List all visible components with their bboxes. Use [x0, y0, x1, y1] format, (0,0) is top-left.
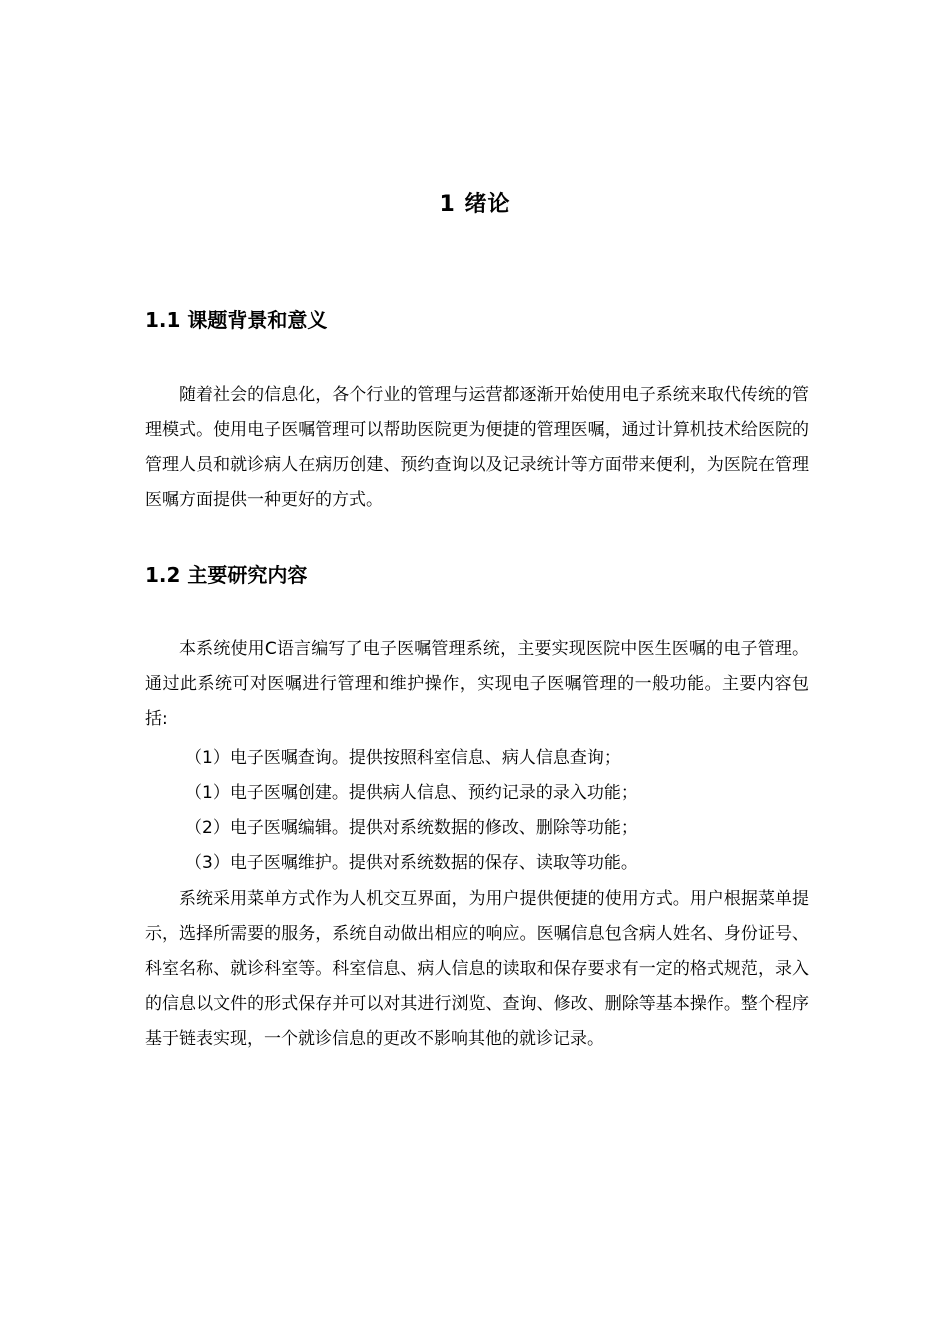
- list-item: （1）电子医嘱查询。提供按照科室信息、病人信息查询；: [185, 748, 621, 768]
- chapter-title: 1 绪论: [439, 192, 511, 217]
- list-item: （2）电子医嘱编辑。提供对系统数据的修改、删除等功能；: [185, 818, 638, 838]
- section-paragraph-background: 随着社会的信息化，各个行业的管理与运营都逐渐开始使用电子系统来取代传统的管理模式。使用电子医嘱管理可以帮助医院更为便捷的管理医嘱，通过计算机技术给医院的管理人员和就诊病人在病历创建、预约查询以及记录统计等方面带来便利，为医院在管理医嘱方面提供一种更好的方式。: [145, 385, 809, 510]
- section-title-background: 1.1 课题背景和意义: [145, 308, 328, 332]
- section-paragraph-system-description: 系统采用菜单方式作为人机交互界面，为用户提供便捷的使用方式。用户根据菜单提示，选择所需要的服务，系统自动做出相应的响应。医嘱信息包含病人姓名、身份证号、科室名称、就诊科室等。科室信息、病人信息的读取和保存要求有一定的格式规范，录入的信息以文件的形式保存并可以对其进行浏览、查询、修改、删除等基本操作。整个程序基于链表实现，一个就诊信息的更改不影响其他的就诊记录。: [145, 889, 809, 1049]
- feature-list: [145, 741, 809, 881]
- section-title-research-content: 1.2 主要研究内容: [145, 563, 308, 587]
- section-intro-paragraph: 本系统使用C语言编写了电子医嘱管理系统，主要实现医院中医生医嘱的电子管理。通过此系统可对医嘱进行管理和维护操作，实现电子医嘱管理的一般功能。主要内容包括:: [145, 639, 809, 729]
- list-item: （1）电子医嘱创建。提供病人信息、预约记录的录入功能；: [185, 783, 638, 803]
- list-item: （3）电子医嘱维护。提供对系统数据的保存、读取等功能。: [185, 853, 638, 873]
